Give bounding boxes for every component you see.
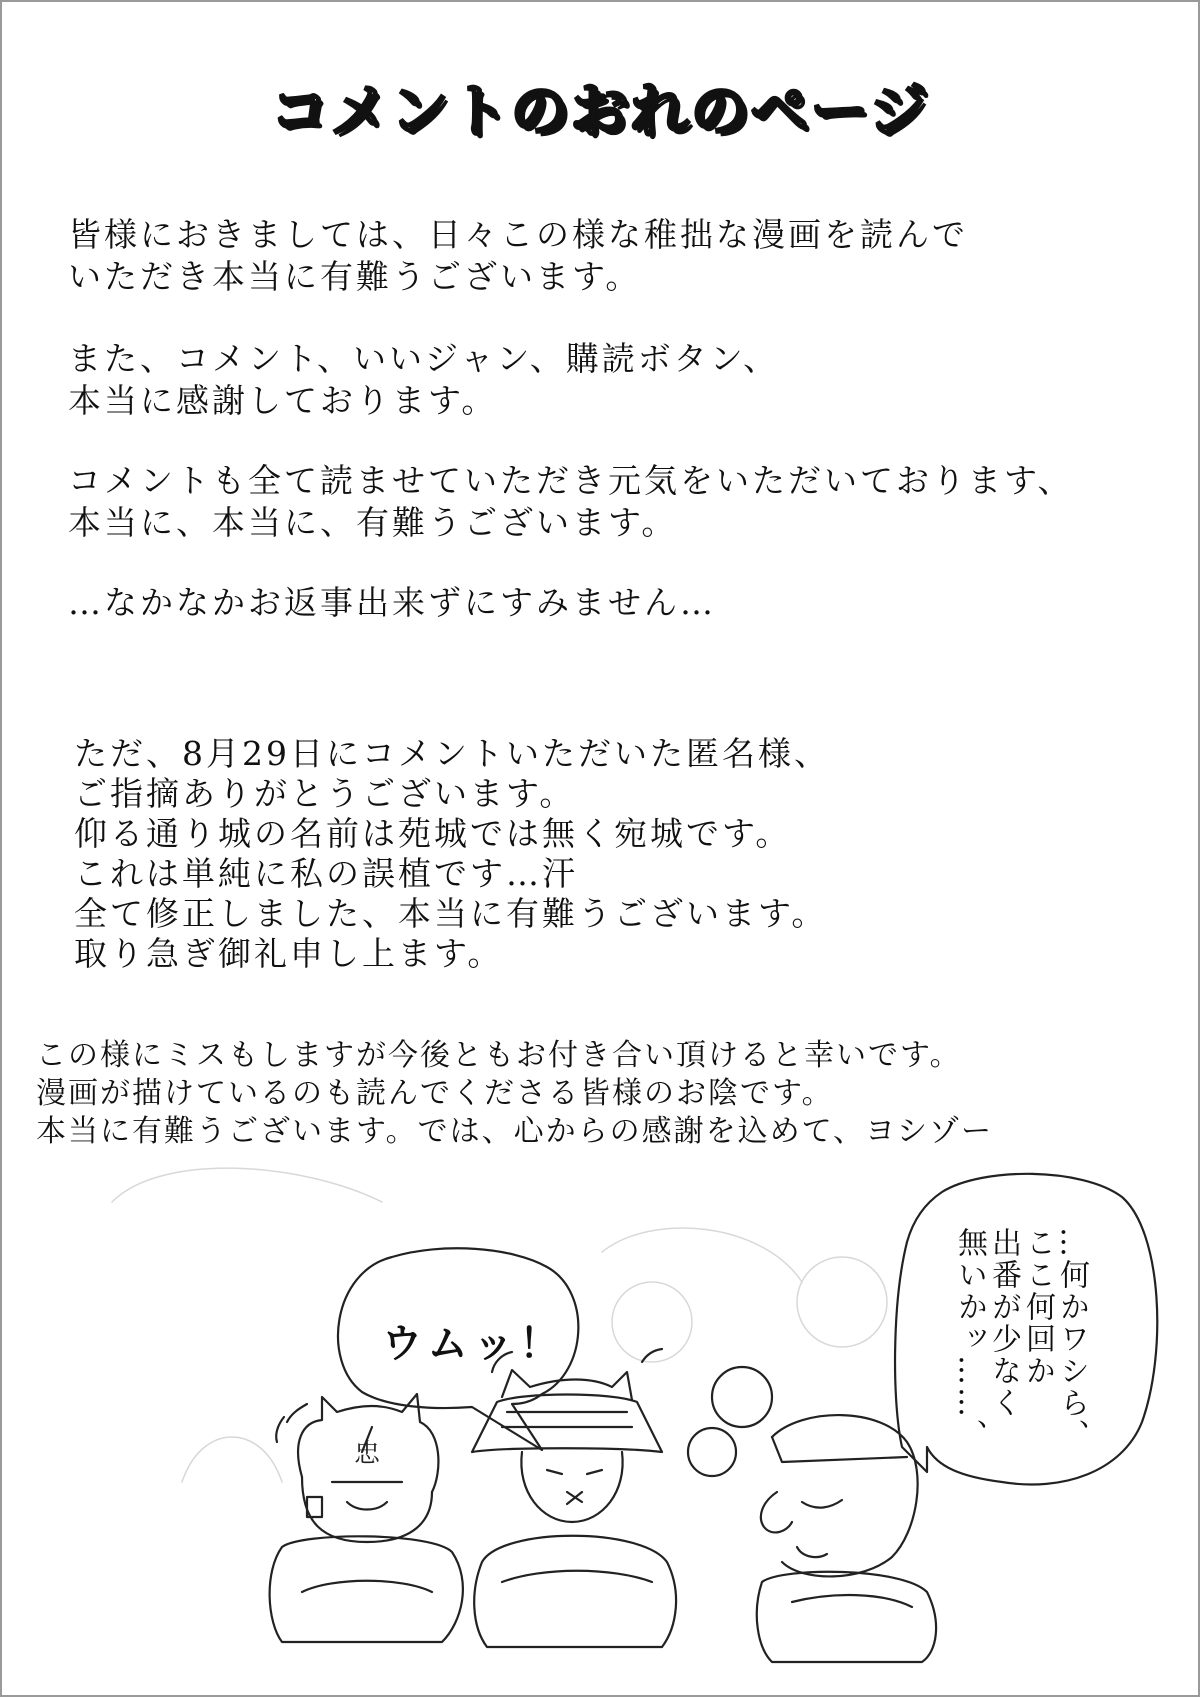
text-line: 漫画が描けているのも読んでくださる皆様のお陰です。 — [36, 1076, 834, 1111]
text-line: また、コメント、いいジャン、購読ボタン、 — [68, 339, 780, 378]
helmet-mark: 忠 — [353, 1439, 381, 1469]
paragraph-comments — [68, 460, 1073, 544]
text-line: 本当に有難うございます。では、心からの感謝を込めて、ヨシゾー — [36, 1114, 993, 1149]
speech-bubble-right-text — [952, 1227, 1088, 1557]
text-line: 本当に、本当に、有難うございます。 — [68, 503, 678, 542]
paragraph-greeting — [68, 214, 968, 298]
speech-bubble-left-text: ウムッ！ — [382, 1320, 566, 1367]
text-line: 取り急ぎ御礼申し上ます。 — [74, 934, 504, 973]
text-line: ご指摘ありがとうございます。 — [74, 774, 576, 813]
bubble-line: 出番が少なく — [986, 1227, 1021, 1419]
text-line: ただ、8月29日にコメントいただいた匿名様、 — [74, 734, 830, 773]
bubble-line: …何かワシら、 — [1054, 1227, 1089, 1451]
text-line: …なかなかお返事出来ずにすみません… — [68, 583, 716, 622]
paragraph-apology — [68, 582, 716, 624]
character-middle — [472, 1349, 676, 1647]
text-line: コメントも全て読ませていただき元気をいただいております、 — [68, 461, 1074, 500]
character-right — [688, 1367, 936, 1662]
paragraph-thanks — [68, 338, 779, 422]
text-line: 全て修正しました、本当に有難うございます。 — [74, 894, 828, 933]
text-line: 仰る通り城の名前は苑城では無く宛城です。 — [74, 814, 792, 853]
paragraph-closing — [36, 1037, 993, 1151]
text-line: 本当に感謝しております。 — [68, 381, 498, 420]
page-title: コメントのおれのページ — [270, 77, 930, 145]
text-line: これは単純に私の誤植です…汗 — [74, 854, 578, 893]
text-line: この様にミスもしますが今後ともお付き合い頂けると幸いです。 — [36, 1038, 962, 1073]
bubble-line: ここ何回か — [1020, 1227, 1055, 1387]
text-line: いただき本当に有難うございます。 — [68, 257, 642, 296]
bubble-line: 無いかッ……、 — [952, 1227, 987, 1451]
character-left — [270, 1394, 463, 1642]
text-line: 皆様におきましては、日々この様な稚拙な漫画を読んで — [68, 215, 968, 254]
paragraph-correction — [74, 734, 830, 974]
